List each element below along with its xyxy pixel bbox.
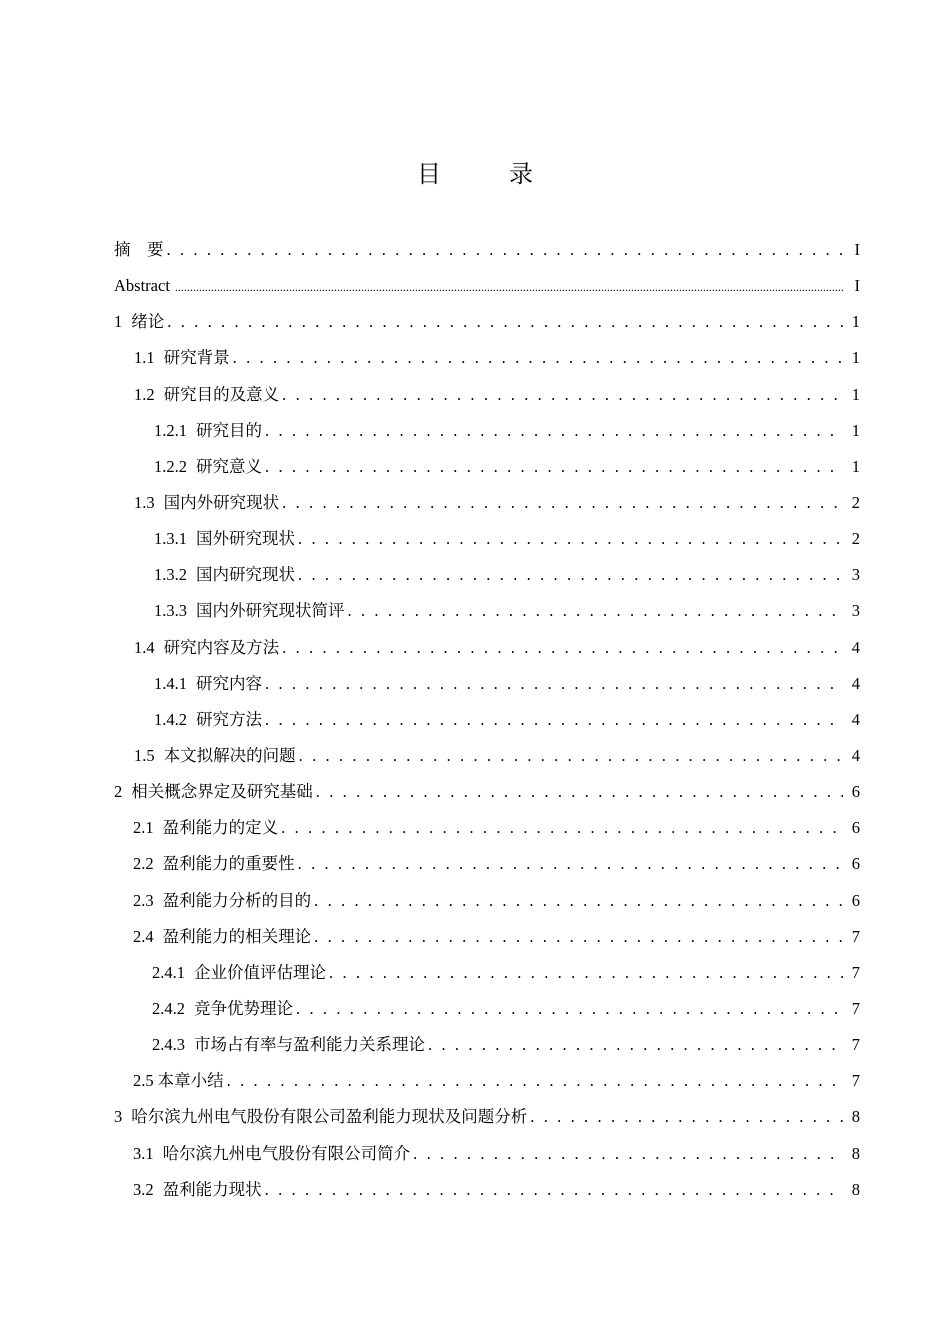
- toc-entry-page: 4: [851, 745, 860, 765]
- toc-entry-1-4-1[interactable]: [114, 666, 860, 702]
- toc-entry-number: 1: [114, 312, 123, 332]
- toc-entry-number: 3.2: [133, 1179, 154, 1199]
- toc-entry-page: 6: [851, 818, 860, 838]
- toc-entry-1-4-2[interactable]: [114, 702, 860, 738]
- toc-entry-label: Abstract: [114, 276, 170, 296]
- toc-entry-label: 绪论: [131, 312, 165, 332]
- dot-leader: [175, 269, 844, 305]
- toc-entry-page: 8: [851, 1107, 860, 1127]
- toc-entry-1-3-2[interactable]: [114, 557, 860, 593]
- toc-entry-1-2-2[interactable]: [114, 449, 860, 485]
- toc-entry-number: 2.4: [133, 926, 154, 946]
- dot-leader: [314, 919, 843, 955]
- dot-leader: [298, 557, 843, 593]
- toc-entry-number: 2.4.1: [152, 962, 185, 982]
- toc-entry-abstract-en[interactable]: [114, 268, 860, 304]
- toc-entry-page: I: [854, 276, 860, 296]
- toc-entry-page: 6: [851, 854, 860, 874]
- toc-entry-1[interactable]: [114, 304, 860, 340]
- toc-entry-page: 7: [851, 962, 860, 982]
- toc-entry-page: 6: [851, 890, 860, 910]
- toc-entry-2-3[interactable]: [114, 883, 860, 919]
- toc-entry-label: 竞争优势理论: [194, 998, 293, 1018]
- dot-leader: [265, 702, 843, 738]
- toc-entry-number: 1.4: [134, 637, 155, 657]
- toc-entry-page: 7: [851, 926, 860, 946]
- dot-leader: [167, 304, 843, 340]
- toc-entry-label: 国外研究现状: [196, 529, 295, 549]
- toc-entry-abstract-cn[interactable]: [114, 232, 860, 268]
- toc-entry-2[interactable]: [114, 774, 860, 810]
- dot-leader: [413, 1136, 843, 1172]
- toc-entry-number: 1.3.1: [154, 529, 187, 549]
- toc-entry-1-2-1[interactable]: [114, 413, 860, 449]
- toc-entry-page: 1: [851, 312, 860, 332]
- dot-leader: [265, 666, 843, 702]
- toc-entry-label: 国内外研究现状简评: [196, 601, 345, 621]
- toc-entry-2-4-2[interactable]: [114, 991, 860, 1027]
- toc-entry-page: 4: [851, 673, 860, 693]
- dot-leader: [167, 232, 844, 268]
- toc-entry-2-5[interactable]: [114, 1063, 860, 1099]
- toc-entry-number: 2.4.2: [152, 998, 185, 1018]
- toc-entry-2-4-3[interactable]: [114, 1027, 860, 1063]
- toc-entry-label: 市场占有率与盈利能力关系理论: [194, 1035, 425, 1055]
- dot-leader: [348, 593, 844, 629]
- toc-entry-1-5[interactable]: [114, 738, 860, 774]
- toc-entry-number: 2.3: [133, 890, 154, 910]
- toc-entry-1-2[interactable]: [114, 377, 860, 413]
- dot-leader: [296, 991, 843, 1027]
- dot-leader: [298, 521, 843, 557]
- toc-entry-number: 3.1: [133, 1143, 154, 1163]
- toc-entry-number: 2.2: [133, 854, 154, 874]
- toc-entry-label: 研究内容: [196, 673, 262, 693]
- toc-entry-number: 1.2.2: [154, 456, 187, 476]
- toc-entry-label: 相关概念界定及研究基础: [131, 782, 313, 802]
- dot-leader: [428, 1027, 843, 1063]
- toc-entry-label: 盈利能力分析的目的: [162, 890, 312, 910]
- dot-leader: [265, 413, 843, 449]
- toc-entry-page: 2: [851, 492, 860, 512]
- toc-entry-number: 1.3: [134, 492, 155, 512]
- toc-entry-label: 要: [130, 240, 164, 259]
- toc-entry-1-3-3[interactable]: [114, 593, 860, 629]
- toc-entry-page: 8: [851, 1143, 860, 1163]
- toc-entry-page: 7: [851, 1071, 860, 1091]
- page-title: 目 录: [417, 162, 555, 188]
- toc-entry-label: 哈尔滨九州电气股份有限公司盈利能力现状及问题分析: [131, 1107, 528, 1127]
- dot-leader: [329, 955, 843, 991]
- toc-entry-page: 1: [851, 420, 860, 440]
- toc-entry-number: 1.4.2: [154, 709, 187, 729]
- toc-entry-2-2[interactable]: [114, 846, 860, 882]
- toc-entry-number: 1.1: [134, 348, 155, 368]
- toc-entry-label: 国内外研究现状: [163, 492, 280, 512]
- toc-entry-label: 哈尔滨九州电气股份有限公司简介: [162, 1143, 411, 1163]
- toc-entry-page: 1: [851, 384, 860, 404]
- toc-entry-2-4-1[interactable]: [114, 955, 860, 991]
- toc-entry-number: 1.3.2: [154, 565, 187, 585]
- toc-entry-page: 7: [851, 998, 860, 1018]
- toc-entry-number: 1.2: [134, 384, 155, 404]
- toc-entry-label: 本章小结: [157, 1071, 224, 1091]
- dot-leader: [227, 1063, 843, 1099]
- toc-entry-page: 1: [851, 456, 860, 476]
- toc-entry-label: 盈利能力的重要性: [162, 854, 295, 874]
- toc-entry-3-2[interactable]: [114, 1172, 860, 1208]
- toc-entry-number: 2: [114, 782, 123, 802]
- toc-entry-3[interactable]: [114, 1099, 860, 1135]
- toc-entry-label: 本文拟解决的问题: [163, 745, 296, 765]
- dot-leader: [316, 774, 843, 810]
- toc-entry-label: 盈利能力的定义: [162, 818, 279, 838]
- dot-leader: [530, 1099, 843, 1135]
- toc-entry-label: 研究目的: [196, 420, 262, 440]
- toc-entry-number: 1.2.1: [154, 420, 187, 440]
- toc-entry-page: 2: [851, 529, 860, 549]
- toc-entry-number: 2.5: [133, 1071, 154, 1091]
- toc-entry-label: 盈利能力的相关理论: [162, 926, 312, 946]
- dot-leader: [265, 1172, 843, 1208]
- dot-leader: [299, 738, 843, 774]
- toc-entry-label: 研究目的及意义: [163, 384, 280, 404]
- toc-entry-number: 1.5: [134, 745, 155, 765]
- toc-entry-number: 1.4.1: [154, 673, 187, 693]
- toc-entry-label: 研究方法: [196, 709, 262, 729]
- toc-entry-page: 4: [851, 709, 860, 729]
- toc-entry-label: 企业价值评估理论: [194, 962, 326, 982]
- toc-entry-page: I: [854, 240, 860, 259]
- dot-leader: [282, 630, 843, 666]
- toc-entry-number: 1.3.3: [154, 601, 187, 621]
- dot-leader: [233, 340, 843, 376]
- toc-entry-page: 3: [851, 565, 860, 585]
- dot-leader: [282, 485, 843, 521]
- dot-leader: [298, 846, 843, 882]
- toc-entry-1-3-1[interactable]: [114, 521, 860, 557]
- dot-leader: [282, 377, 843, 413]
- toc-entry-label: 研究内容及方法: [163, 637, 280, 657]
- toc-entry-page: 6: [851, 782, 860, 802]
- toc-entry-number: 2.1: [133, 818, 154, 838]
- dot-leader: [281, 810, 843, 846]
- toc-entry-2-1[interactable]: [114, 810, 860, 846]
- toc-entry-1-1[interactable]: [114, 340, 860, 376]
- toc-entry-1-4[interactable]: [114, 630, 860, 666]
- toc-entry-label: 研究背景: [163, 348, 230, 368]
- toc-entry-number: 摘: [114, 240, 131, 259]
- toc-entry-label: 研究意义: [196, 456, 262, 476]
- toc-entry-page: 8: [851, 1179, 860, 1199]
- toc-entry-page: 4: [851, 637, 860, 657]
- dot-leader: [265, 449, 843, 485]
- toc-entry-label: 盈利能力现状: [162, 1179, 262, 1199]
- toc-entry-page: 1: [851, 348, 860, 368]
- toc-entry-1-3[interactable]: [114, 485, 860, 521]
- toc-entry-page: 3: [851, 601, 860, 621]
- toc-entry-label: 国内研究现状: [196, 565, 295, 585]
- toc-entry-2-4[interactable]: [114, 919, 860, 955]
- table-of-contents: [114, 232, 860, 1208]
- toc-entry-number: 3: [114, 1107, 123, 1127]
- toc-entry-3-1[interactable]: [114, 1136, 860, 1172]
- toc-entry-number: 2.4.3: [152, 1035, 185, 1055]
- dot-leader: [314, 883, 843, 919]
- toc-entry-page: 7: [851, 1035, 860, 1055]
